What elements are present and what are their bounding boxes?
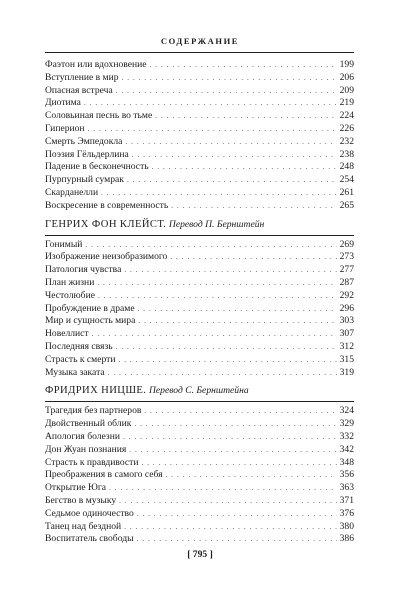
dot-leader — [116, 85, 337, 98]
entry-page-number: 287 — [339, 276, 354, 288]
entry-page-number: 296 — [339, 302, 354, 314]
toc-entry — [45, 328, 354, 341]
toc-entry — [45, 161, 354, 174]
dot-leader — [109, 482, 337, 495]
entry-title: Гонимый — [45, 238, 83, 250]
entry-title: Дон Жуан познания — [45, 443, 127, 455]
header-rule — [45, 52, 354, 53]
entry-title: Страсть к смерти — [45, 353, 116, 365]
entry-title: Открытие Юга — [45, 482, 107, 494]
dot-leader — [88, 123, 337, 136]
entry-page-number: 209 — [339, 84, 354, 96]
entry-title: Трагедия без партнеров — [45, 405, 142, 417]
toc-entry — [45, 521, 354, 534]
entry-page-number: 356 — [339, 469, 354, 481]
entry-page-number: 363 — [339, 482, 354, 494]
toc-entry — [45, 149, 354, 162]
dot-leader — [132, 149, 337, 162]
entry-page-number: 329 — [339, 418, 354, 430]
entry-title: Бегство в музыку — [45, 494, 117, 506]
dot-leader — [97, 277, 336, 290]
dot-leader — [134, 418, 336, 431]
toc-entry — [45, 72, 354, 85]
dot-leader — [150, 59, 337, 72]
dot-leader — [137, 533, 337, 546]
page-number: [ 795 ] — [187, 549, 213, 560]
entry-page-number: 248 — [339, 161, 354, 173]
dot-leader — [119, 354, 337, 367]
entry-page-number: 292 — [339, 289, 354, 301]
entry-title: Пробуждение в драме — [45, 302, 135, 314]
entry-title: Соловьиная песнь во тьме — [45, 110, 153, 122]
table-of-contents — [45, 59, 354, 546]
toc-entry — [45, 444, 354, 457]
entry-title: Воскресение в современность — [45, 199, 169, 211]
dot-leader — [129, 444, 336, 457]
entry-page-number: 386 — [339, 533, 354, 545]
author-name: ФРИДРИХ НИЦШЕ. — [45, 385, 147, 397]
entry-title: Падение в бесконечность — [45, 161, 149, 173]
entry-title: Танец над бездной — [45, 520, 122, 532]
dot-leader — [98, 290, 337, 303]
toc-entry — [45, 110, 354, 123]
entry-page-number: 219 — [339, 97, 354, 109]
entry-title: Диотима — [45, 97, 81, 109]
entry-page-number: 376 — [339, 507, 354, 519]
entry-title: Последняя связь — [45, 340, 113, 352]
toc-entry — [45, 354, 354, 367]
toc-entry — [45, 431, 354, 444]
entry-page-number: 273 — [339, 251, 354, 263]
entry-title: Честолюбие — [45, 289, 95, 301]
entry-page-number: 261 — [339, 186, 354, 198]
toc-entry — [45, 341, 354, 354]
dot-leader — [170, 251, 336, 264]
entry-title: Двойственный облик — [45, 418, 132, 430]
dot-leader — [108, 367, 337, 380]
dot-leader — [116, 341, 337, 354]
toc-entry — [45, 123, 354, 136]
dot-leader — [152, 161, 337, 174]
entry-page-number: 324 — [339, 405, 354, 417]
entry-title: Мир и сущность мира — [45, 315, 136, 327]
entry-page-number: 303 — [339, 315, 354, 327]
toc-entry — [45, 136, 354, 149]
entry-page-number: 371 — [339, 494, 354, 506]
entry-page-number: 307 — [339, 328, 354, 340]
dot-leader — [171, 200, 336, 213]
entry-title: Опасная встреча — [45, 84, 113, 96]
toc-entry — [45, 85, 354, 98]
toc-entry — [45, 239, 354, 252]
entry-page-number: 199 — [339, 59, 354, 70]
entry-page-number: 265 — [339, 199, 354, 211]
entry-title: Страсть к правдивости — [45, 456, 139, 468]
toc-entry — [45, 457, 354, 470]
entry-page-number: 277 — [339, 264, 354, 276]
toc-entry — [45, 290, 354, 303]
dot-leader — [166, 469, 337, 482]
dot-leader — [119, 495, 336, 508]
entry-title: Музыка заката — [45, 366, 105, 378]
entry-title: Апология болезни — [45, 430, 120, 442]
dot-leader — [138, 303, 337, 316]
entry-page-number: 319 — [339, 366, 354, 378]
dot-leader — [101, 187, 337, 200]
toc-entry — [45, 508, 354, 521]
entry-page-number: 206 — [339, 71, 354, 83]
dot-leader — [92, 328, 337, 341]
dot-leader — [123, 431, 337, 444]
dot-leader — [124, 264, 336, 277]
dot-leader — [155, 110, 336, 123]
section-heading — [45, 381, 354, 402]
toc-entry — [45, 264, 354, 277]
entry-title: Гиперион — [45, 122, 85, 134]
entry-title: Преображения в самого себя — [45, 469, 163, 481]
entry-title: Вступление в мир — [45, 71, 119, 83]
toc-entry — [45, 533, 354, 546]
entry-title: Пурпурный сумрак — [45, 174, 124, 186]
entry-title: Поэзия Гёльдерлина — [45, 148, 129, 160]
dot-leader — [125, 136, 336, 149]
toc-entry — [45, 367, 354, 380]
dot-leader — [122, 72, 337, 85]
translator-credit: Перевод С. Бернштейна — [149, 385, 249, 397]
entry-page-number: 342 — [339, 443, 354, 455]
translator-credit: Перевод П. Бернштейн — [168, 218, 265, 230]
section-heading — [45, 215, 354, 236]
dot-leader — [144, 405, 336, 418]
entry-page-number: 254 — [339, 174, 354, 186]
toc-entry — [45, 469, 354, 482]
entry-page-number: 348 — [339, 456, 354, 468]
dot-leader — [127, 174, 337, 187]
toc-entry — [45, 495, 354, 508]
dot-leader — [138, 315, 336, 328]
entry-title: Патология чувства — [45, 264, 122, 276]
toc-entry — [45, 277, 354, 290]
entry-page-number: 232 — [339, 135, 354, 147]
toc-entry — [45, 315, 354, 328]
entry-title: Фаэтон или вдохновение — [45, 59, 147, 70]
toc-entry — [45, 174, 354, 187]
toc-entry — [45, 482, 354, 495]
dot-leader — [85, 239, 336, 252]
entry-page-number: 380 — [339, 520, 354, 532]
toc-entry — [45, 97, 354, 110]
entry-page-number: 332 — [339, 430, 354, 442]
dot-leader — [142, 457, 337, 470]
toc-entry — [45, 200, 354, 213]
entry-title: План жизни — [45, 276, 95, 288]
entry-title: Изображение неизобразимого — [45, 251, 168, 263]
entry-title: Седьмое одиночество — [45, 507, 134, 519]
author-name: ГЕНРИХ ФОН КЛЕЙСТ. — [45, 218, 167, 230]
entry-page-number: 224 — [339, 110, 354, 122]
toc-entry — [45, 405, 354, 418]
toc-entry — [45, 303, 354, 316]
entry-page-number: 269 — [339, 238, 354, 250]
entry-title: Смерть Эмпедокла — [45, 135, 123, 147]
entry-page-number: 312 — [339, 340, 354, 352]
toc-entry — [45, 59, 354, 72]
toc-entry — [45, 187, 354, 200]
dot-leader — [84, 97, 337, 110]
running-head: СОДЕРЖАНИЕ — [160, 36, 240, 46]
entry-title: Скарданелли — [45, 186, 99, 198]
dot-leader — [124, 521, 336, 534]
dot-leader — [137, 508, 337, 521]
entry-page-number: 315 — [339, 353, 354, 365]
entry-page-number: 226 — [339, 122, 354, 134]
toc-entry — [45, 251, 354, 264]
entry-page-number: 238 — [339, 148, 354, 160]
toc-entry — [45, 418, 354, 431]
entry-title: Новеллист — [45, 328, 89, 340]
entry-title: Воспитатель свободы — [45, 533, 134, 545]
